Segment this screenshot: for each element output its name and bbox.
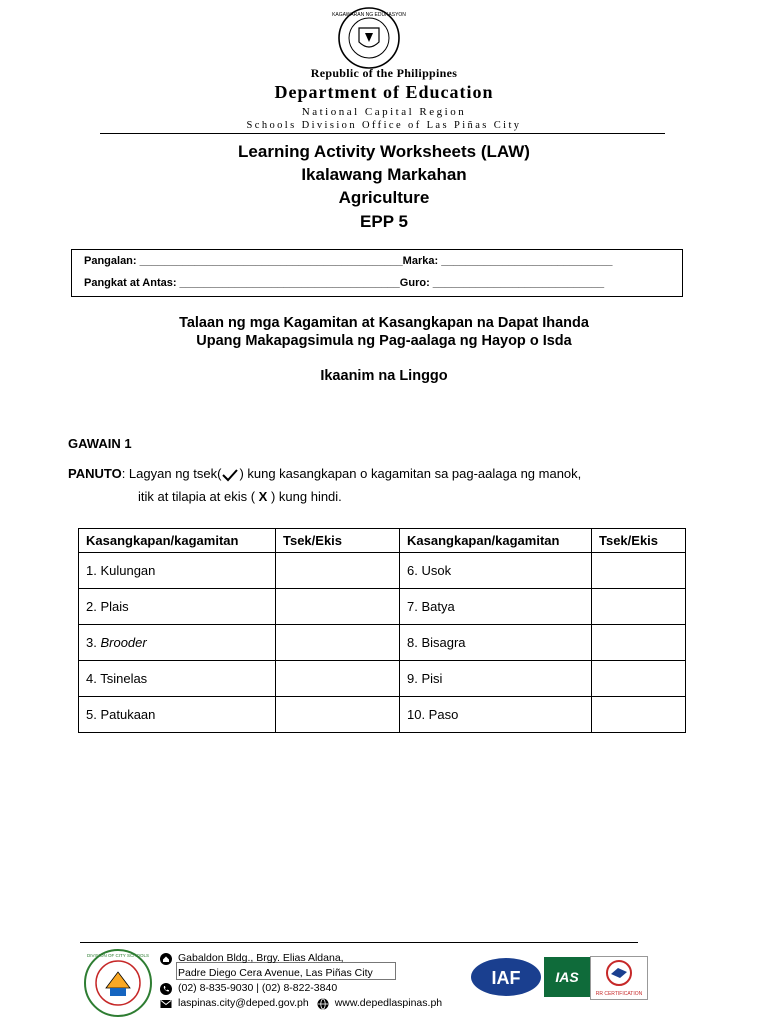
- phone-row: [160, 981, 442, 996]
- address-line2: Padre Diego Cera Avenue, Las Piñas City: [178, 967, 373, 979]
- table-row: [79, 625, 686, 661]
- home-icon: [160, 953, 172, 965]
- region-name: National Capital Region: [301, 106, 467, 118]
- website-link[interactable]: www.depedlaspinas.ph: [334, 997, 443, 1009]
- item-cell: 7. Batya: [400, 589, 592, 625]
- header-check-left: Tsek/Ekis: [276, 529, 400, 553]
- table-header-row: [79, 529, 686, 553]
- instructions-line2: [138, 489, 342, 504]
- ekis-mark: X: [258, 489, 268, 504]
- table-row: [79, 589, 686, 625]
- footer-contact: [160, 951, 442, 1011]
- item-cell: 9. Pisi: [400, 661, 592, 697]
- answer-cell[interactable]: [276, 589, 400, 625]
- item-cell: 6. Usok: [400, 553, 592, 589]
- item-cell: 2. Plais: [79, 589, 276, 625]
- answer-cell[interactable]: [276, 625, 400, 661]
- deped-seal-logo: [330, 6, 408, 70]
- division-name: Schools Division Office of Las Piñas City: [246, 120, 522, 131]
- item-italic-text: Brooder: [100, 635, 147, 650]
- activity-label: GAWAIN 1: [68, 436, 132, 451]
- footer-divider: [80, 942, 638, 943]
- header-divider: [100, 133, 665, 134]
- lesson-title-line2: Upang Makapagsimula ng Pag-aalaga ng Hayop o Isda: [196, 333, 572, 349]
- ias-logo: [544, 957, 590, 997]
- department-name: Department of Education: [274, 82, 494, 102]
- answer-cell[interactable]: [276, 553, 400, 589]
- item-number: 3.: [86, 635, 101, 650]
- iaf-logo: [470, 957, 542, 997]
- address-row1: [160, 951, 442, 966]
- answer-cell[interactable]: [276, 697, 400, 733]
- check-mark-icon: [221, 468, 239, 482]
- table-row: [79, 553, 686, 589]
- header-check-right: Tsek/Ekis: [592, 529, 686, 553]
- panuto-label: PANUTO: [68, 466, 122, 481]
- quarter-title: Ikalawang Markahan: [301, 165, 467, 184]
- iaf-logo-text: IAF: [491, 968, 521, 988]
- item-cell: [79, 625, 276, 661]
- instructions-line1: [68, 466, 581, 482]
- sdo-las-pinas-logo: [82, 948, 154, 1018]
- subject-title: Agriculture: [338, 188, 430, 207]
- panuto-text-c: itik at tilapia at ekis (: [138, 489, 256, 504]
- answer-cell[interactable]: [276, 661, 400, 697]
- table-row: [79, 661, 686, 697]
- phone-numbers: (02) 8-835-9030 | (02) 8-822-3840: [178, 982, 338, 994]
- name-score-field[interactable]: Pangalan: ___________________________________________Marka: ____________________________: [84, 255, 613, 267]
- phone-icon: [160, 983, 172, 995]
- panuto-text-b: ) kung kasangkapan o kagamitan sa pag-aalaga ng manok,: [239, 466, 582, 481]
- table-row: [79, 697, 686, 733]
- email-address[interactable]: laspinas.city@deped.gov.ph: [178, 997, 309, 1009]
- address-row2: [160, 966, 442, 981]
- ias-logo-text: IAS: [555, 969, 579, 985]
- worksheet-title: Learning Activity Worksheets (LAW): [238, 142, 530, 161]
- header-tools-right: Kasangkapan/kagamitan: [400, 529, 592, 553]
- email-icon: [160, 998, 172, 1010]
- republic-line: Republic of the Philippines: [310, 66, 458, 80]
- rr-logo-text: RR CERTIFICATION: [595, 991, 643, 997]
- seal-text: KAGAWARAN NG EDUKASYON: [332, 12, 406, 18]
- panuto-text-d: ) kung hindi.: [270, 489, 342, 504]
- panuto-text-a: : Lagyan ng tsek(: [121, 466, 222, 481]
- answer-cell[interactable]: [592, 625, 686, 661]
- week-label: Ikaanim na Linggo: [320, 368, 448, 384]
- address-line1: Gabaldon Bldg., Brgy. Elias Aldana,: [178, 952, 344, 964]
- sdo-logo-text: DIVISION OF CITY SCHOOLS: [87, 953, 149, 958]
- answer-cell[interactable]: [592, 589, 686, 625]
- activity-table: [78, 528, 686, 733]
- item-cell: 5. Patukaan: [79, 697, 276, 733]
- item-cell: 4. Tsinelas: [79, 661, 276, 697]
- email-web-row: [160, 996, 442, 1011]
- item-cell: 1. Kulungan: [79, 553, 276, 589]
- answer-cell[interactable]: [592, 553, 686, 589]
- header-tools-left: Kasangkapan/kagamitan: [79, 529, 276, 553]
- rr-certification-logo: [590, 956, 648, 1000]
- item-cell: 8. Bisagra: [400, 625, 592, 661]
- section-teacher-field[interactable]: Pangkat at Antas: ____________________________________Guro: ____________________________: [84, 277, 605, 289]
- globe-icon: [317, 998, 329, 1010]
- course-title: EPP 5: [360, 212, 408, 231]
- answer-cell[interactable]: [592, 661, 686, 697]
- answer-cell[interactable]: [592, 697, 686, 733]
- item-cell: 10. Paso: [400, 697, 592, 733]
- lesson-title-line1: Talaan ng mga Kagamitan at Kasangkapan na Dapat Ihanda: [179, 315, 589, 331]
- student-info-box: [71, 249, 683, 297]
